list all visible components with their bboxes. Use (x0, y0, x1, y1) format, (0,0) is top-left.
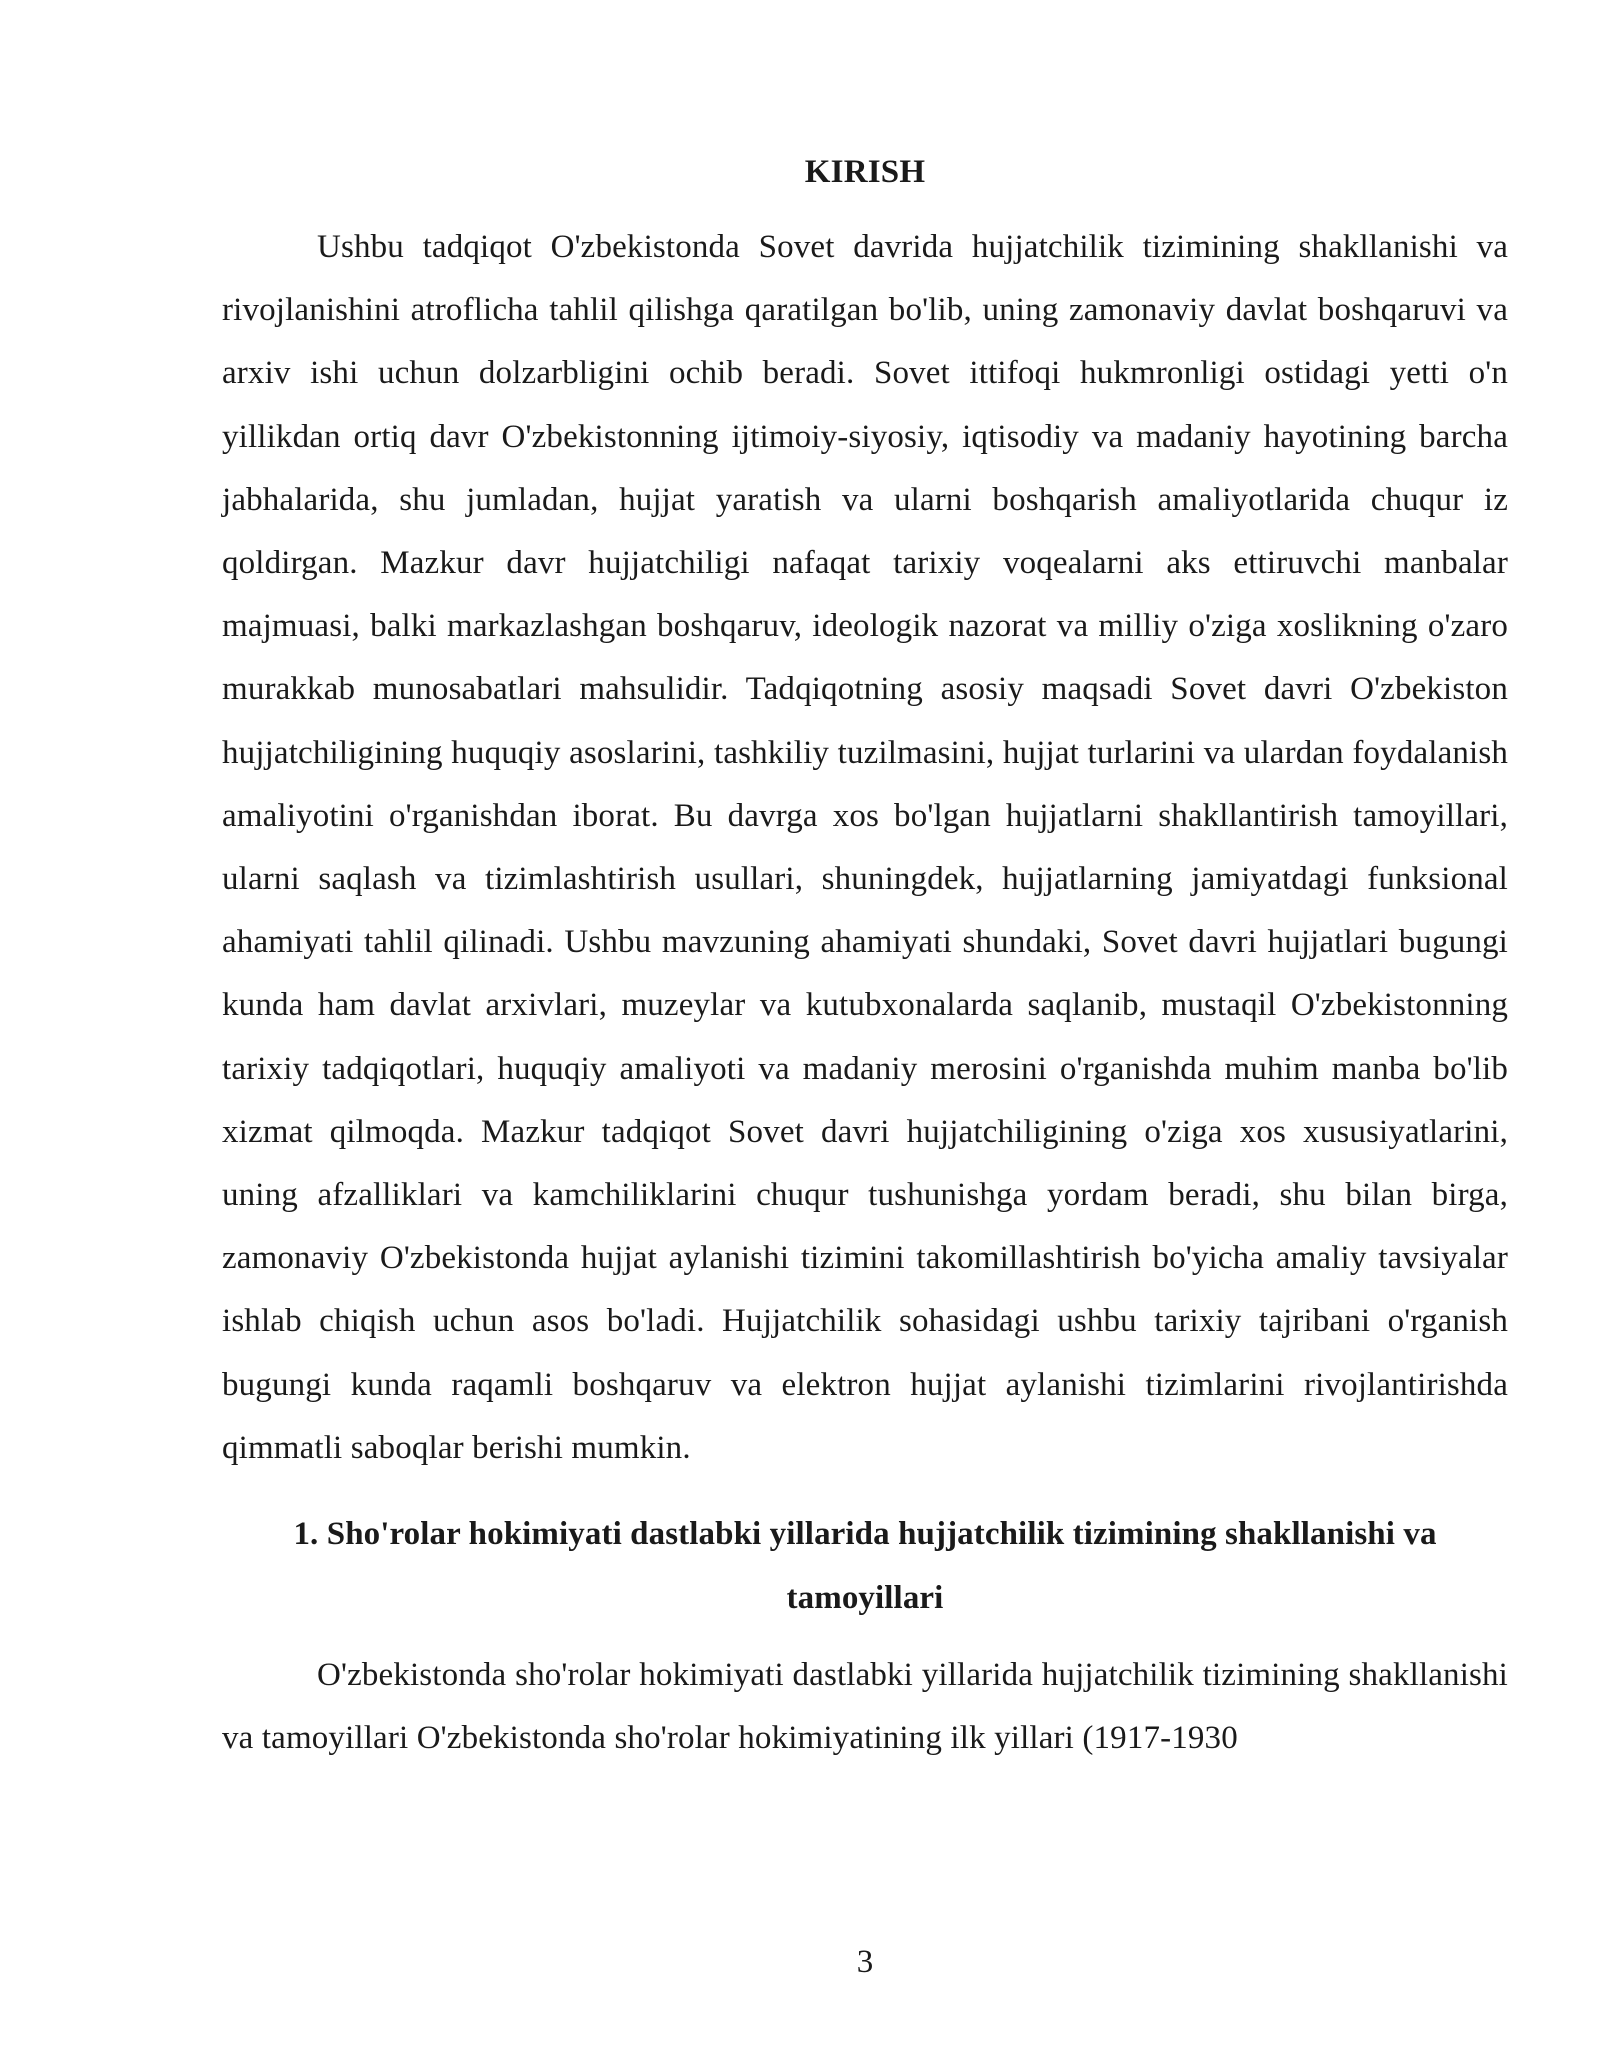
page-title: KIRISH (804, 154, 926, 190)
section-heading: 1. Sho'rolar hokimiyati dastlabki yillarida hujjatchilik tizimining shakllanishi va tamoyillari (293, 1516, 1437, 1617)
section-paragraph: O'zbekistonda sho'rolar hokimiyati dastlabki yillarida hujjatchilik tizimining shakllanishi va tamoyillari O'zbekistonda sho'rolar hokimiyatining ilk yillari (1917-1930 (222, 1657, 1508, 1757)
intro-paragraph: Ushbu tadqiqot O'zbekistonda Sovet davrida hujjatchilik tizimining shakllanishi va rivojlanishini atroflicha tahlil qilishga qaratilgan bo'lib, uning zamonaviy davlat boshqaruvi va arxiv ishi uchun dolzarbligini ochib beradi. Sovet ittifoqi hukmronligi ostidagi yetti o'n yillikdan ortiq davr O'zbekistonning ijtimoiy-siyosiy, iqtisodiy va madaniy hayotining barcha jabhalarida, shu jumladan, hujjat yaratish va ularni boshqarish amaliyotlarida chuqur iz qoldirgan. Mazkur davr hujjatchiligi nafaqat tarixiy voqealarni aks ettiruvchi manbalar majmuasi, balki markazlashgan boshqaruv, ideologik nazorat va milliy o'ziga xoslikning o'zaro murakkab munosabatlari mahsulidir. Tadqiqotning asosiy maqsadi Sovet davri O'zbekiston hujjatchiligining huquqiy asoslarini, tashkiliy tuzilmasini, hujjat turlarini va ulardan foydalanish amaliyotini o'rganishdan iborat. Bu davrga xos bo'lgan hujjatlarni shakllantirish tamoyillari, ularni saqlash va tizimlashtirish usullari, shuningdek, hujjatlarning jamiyatdagi funksional ahamiyati tahlil qilinadi. Ushbu mavzuning ahamiyati shundaki, Sovet davri hujjatlari bugungi kunda ham davlat arxivlari, muzeylar va kutubxonalarda saqlanib, mustaqil O'zbekistonning tarixiy tadqiqotlari, huquqiy amaliyoti va madaniy merosini o'rganishda muhim manba bo'lib xizmat qilmoqda. Mazkur tadqiqot Sovet davri hujjatchiligining o'ziga xos xususiyatlarini, uning afzalliklari va kamchiliklarini chuqur tushunishga yordam beradi, shu bilan birga, zamonaviy O'zbekistonda hujjat aylanishi tizimini takomillashtirish bo'yicha amaliy tavsiyalar ishlab chiqish uchun asos bo'ladi. Hujjatchilik sohasidagi ushbu tarixiy tajribani o'rganish bugungi kunda raqamli boshqaruv va elektron hujjat aylanishi tizimlarini rivojlantirishda qimmatli saboqlar berishi mumkin. (222, 229, 1508, 1466)
page-number: 3 (856, 1944, 874, 1980)
